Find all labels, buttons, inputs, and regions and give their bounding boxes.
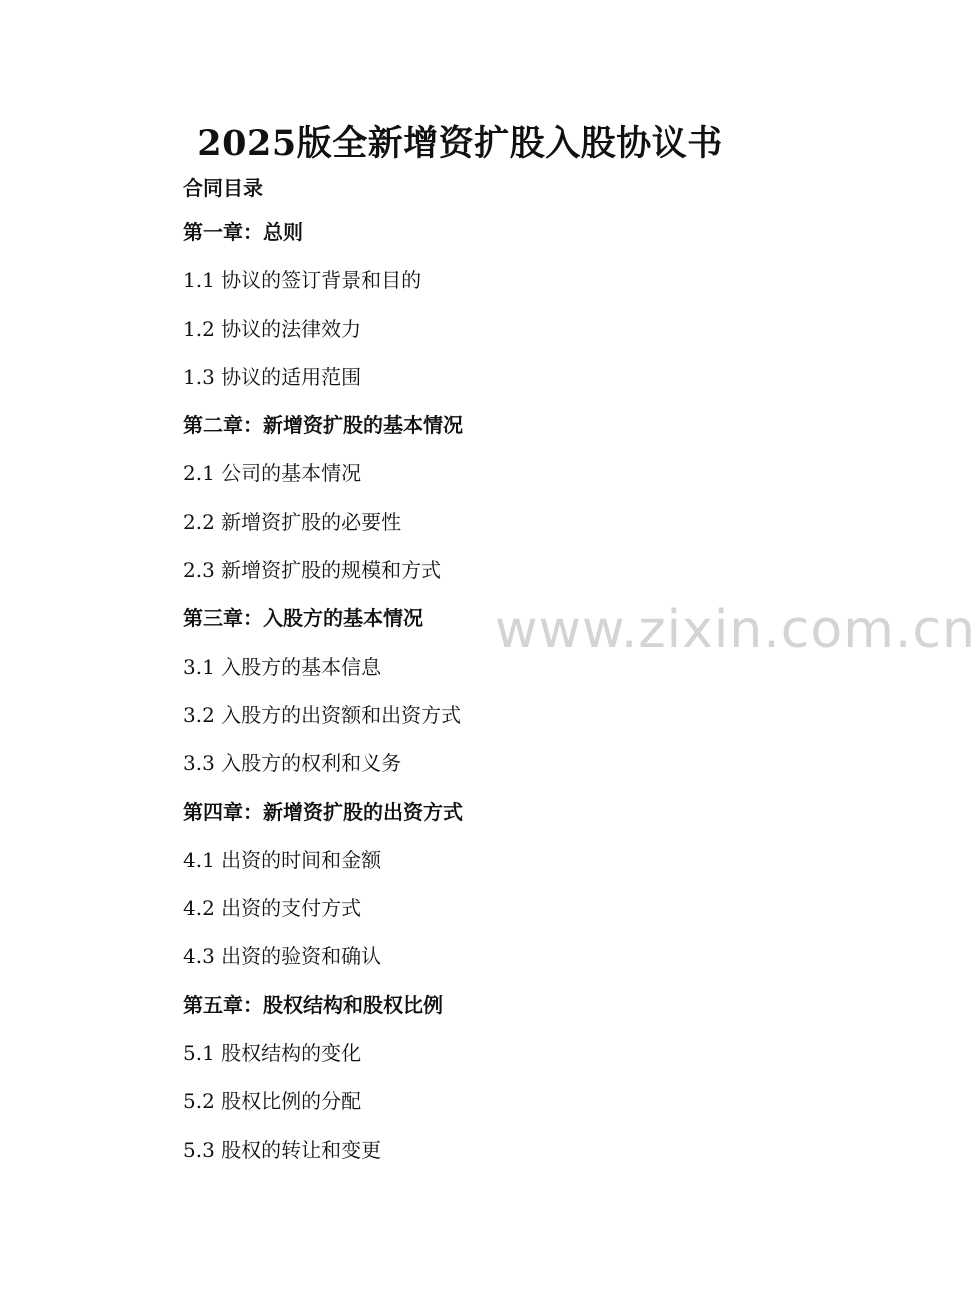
toc-chapter-heading: 第一章：总则 — [183, 220, 303, 244]
toc-section-item: 3.1 入股方的基本信息 — [183, 654, 382, 679]
toc-list — [183, 218, 823, 1184]
toc-chapter-heading: 第五章：股权结构和股权比例 — [183, 992, 443, 1017]
watermark: www.zixin.com.cn — [495, 600, 976, 660]
toc-section-item: 5.1 股权结构的变化 — [183, 1041, 362, 1066]
toc-section-item: 2.2 新增资扩股的必要性 — [183, 509, 402, 534]
toc-chapter-heading: 第四章：新增资扩股的出资方式 — [183, 799, 463, 824]
toc-chapter-heading: 第三章：入股方的基本情况 — [183, 606, 423, 631]
toc-section-item: 1.2 协议的法律效力 — [183, 316, 362, 341]
toc-section-item: 5.3 股权的转让和变更 — [183, 1137, 382, 1162]
toc-chapter-heading: 第二章：新增资扩股的基本情况 — [183, 413, 463, 438]
toc-section-item: 2.3 新增资扩股的规模和方式 — [183, 558, 442, 583]
toc-section-item: 3.2 入股方的出资额和出资方式 — [183, 702, 462, 727]
toc-section-item: 3.3 入股方的权利和义务 — [183, 751, 402, 776]
toc-section-item: 2.1 公司的基本情况 — [183, 461, 362, 486]
toc-section-item: 1.3 协议的适用范围 — [183, 364, 362, 389]
toc-section-item: 4.3 出资的验资和确认 — [183, 944, 382, 969]
toc-section-item: 4.1 出资的时间和金额 — [183, 847, 382, 872]
toc-section-item: 1.1 协议的签订背景和目的 — [183, 268, 422, 293]
document-title: 2025版全新增资扩股入股协议书 — [197, 123, 723, 164]
toc-section-item: 5.2 股权比例的分配 — [183, 1089, 362, 1114]
toc-heading: 合同目录 — [183, 176, 263, 200]
toc-section-item: 4.2 出资的支付方式 — [183, 896, 362, 921]
